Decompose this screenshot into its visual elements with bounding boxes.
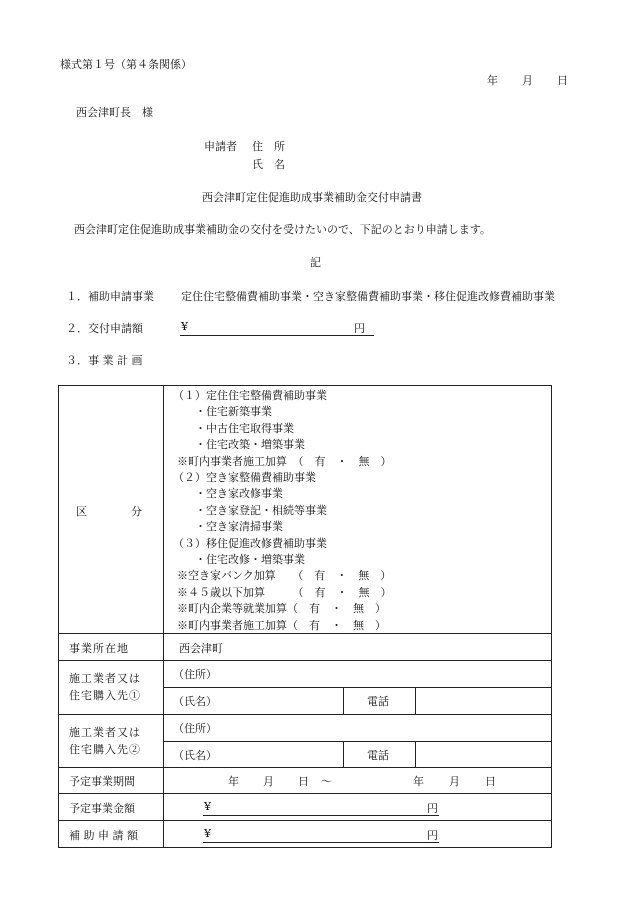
phone-divider (415, 687, 416, 714)
subsidy-yen: ¥ (204, 827, 211, 840)
cost-yen: ¥ (204, 800, 211, 813)
item2-yen: ¥ (181, 320, 188, 333)
item1-label: １．補助申請事業 (66, 290, 154, 303)
plan-table (58, 385, 552, 848)
category-line: ・空き家清掃事業 (195, 520, 283, 534)
contractor2-label-line1: 施工業者又は (69, 726, 141, 739)
date-day: 日 (557, 74, 568, 87)
contractor2-phone-label: 電話 (367, 749, 389, 762)
category-line: ・住宅新築事業 (195, 405, 272, 419)
category-line: ※町内事業者施工加算 （ 有 ・ 無 ） (177, 454, 392, 468)
period-year1: 年 (228, 775, 239, 788)
period-month1: 月 (263, 775, 274, 788)
item2-label: ２．交付申請額 (66, 322, 143, 335)
ki-mark: 記 (310, 256, 321, 269)
category-line: （３）移住促進改修費補助事業 (173, 536, 327, 550)
subsidy-en: 円 (427, 829, 438, 842)
category-line: ・住宅改修・増築事業 (195, 553, 305, 566)
row-line (59, 767, 551, 768)
item1-value: 定住住宅整備費補助事業・空き家整備費補助事業・移住促進改修費補助事業 (181, 290, 555, 303)
subsidy-label: 補 助 申 請 額 (69, 829, 138, 842)
cost-amount-line (203, 815, 439, 816)
cost-en: 円 (427, 802, 438, 815)
contractor1-label-line1: 施工業者又は (69, 672, 141, 685)
category-line: ※町内事業者施工加算（ 有 ・ 無 ） (177, 618, 386, 632)
category-line: ※４５歳以下加算 （ 有 ・ 無 ） (177, 585, 392, 599)
location-label: 事業所在地 (69, 642, 129, 655)
location-value: 西会津町 (179, 642, 223, 655)
period-label: 予定事業期間 (69, 775, 135, 788)
contractor2-name: （氏名） (173, 749, 217, 762)
item3-label: ３．事 業 計 画 (66, 354, 143, 367)
category-line: （２）空き家整備費補助事業 (173, 471, 316, 484)
period-tilde: ～ (321, 775, 332, 788)
cost-label: 予定事業金額 (69, 802, 135, 815)
row-line (59, 820, 551, 821)
document-title: 西会津町定住促進助成事業補助金交付申請書 (202, 191, 422, 204)
contractor2-address: （住所） (173, 722, 217, 735)
applicant-address-label: 住 所 (252, 140, 285, 153)
row-line (59, 793, 551, 794)
col-divider (163, 386, 164, 847)
addressee: 西会津町長 様 (76, 106, 153, 119)
phone-divider (343, 687, 344, 714)
row-line (59, 714, 551, 715)
item2-amount-line (180, 335, 374, 336)
contractor2-label-line2: 住宅購入先② (69, 743, 141, 756)
period-day1: 日 (298, 775, 309, 788)
contractor1-phone-label: 電話 (367, 695, 389, 708)
row-line (163, 741, 551, 742)
intro-text: 西会津町定住促進助成事業補助金の交付を受けたいので、下記のとおり申請します。 (74, 223, 491, 236)
phone-divider (343, 741, 344, 767)
row-line (59, 660, 551, 661)
applicant-label: 申請者 (204, 140, 237, 153)
period-day2: 日 (485, 775, 496, 788)
applicant-name-label: 氏 名 (252, 158, 285, 171)
row-line (163, 687, 551, 688)
category-line: ※町内企業等就業加算（ 有 ・ 無 ） (177, 602, 386, 616)
item2-en: 円 (354, 322, 365, 335)
category-line: ・空き家改修事業 (195, 487, 283, 501)
period-month2: 月 (449, 775, 460, 788)
contractor1-label-line2: 住宅購入先① (69, 689, 141, 702)
date-year: 年 (487, 74, 498, 87)
phone-divider (415, 741, 416, 767)
category-line: ・住宅改築・増築事業 (195, 438, 305, 452)
subsidy-amount-line (203, 842, 439, 843)
category-line: （１）定住住宅整備費補助事業 (173, 389, 327, 402)
period-year2: 年 (413, 775, 424, 788)
contractor1-address: （住所） (173, 668, 217, 681)
category-label: 区 分 (76, 505, 142, 518)
date-month: 月 (522, 74, 533, 87)
category-line: ・中古住宅取得事業 (195, 421, 294, 435)
category-line: ・空き家登記・相続等事業 (195, 503, 327, 517)
form-number: 様式第１号（第４条関係） (60, 58, 192, 71)
contractor1-name: （氏名） (173, 695, 217, 708)
category-line: ※空き家バンク加算 （ 有 ・ 無 ） (177, 569, 392, 583)
